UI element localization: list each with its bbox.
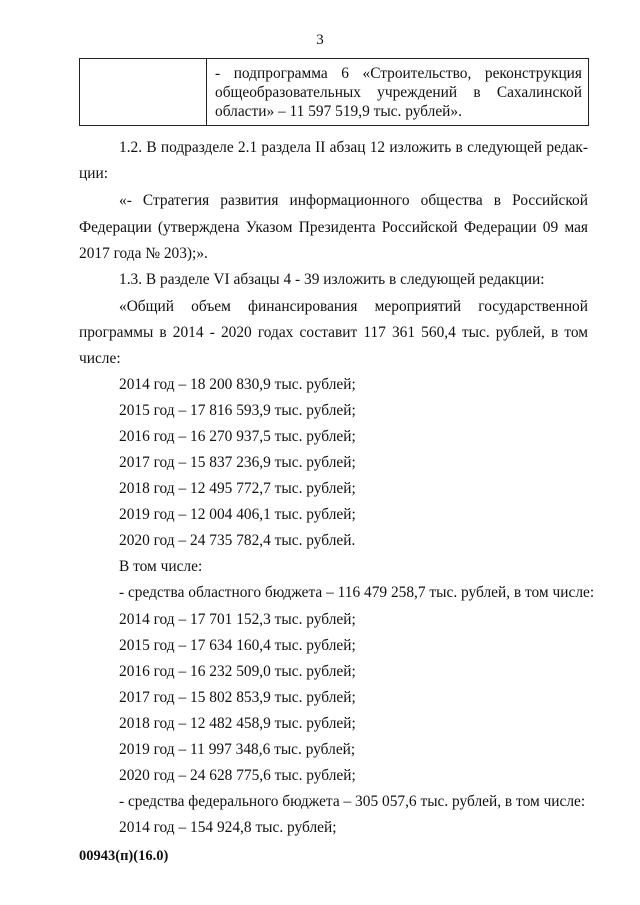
document-code-footer: 00943(п)(16.0)	[79, 848, 169, 864]
body-line: «- Стратегия развития информационного общества в Российской	[119, 192, 588, 209]
body-line: 1.2. В подразделе 2.1 раздела II абзац 12 изложить в следующей редак-	[119, 139, 588, 156]
body-line: программы в 2014 - 2020 годах составит 117 361 560,4 тыс. рублей, в том	[79, 324, 588, 341]
table-cell-line: общеобразовательных учреждений в Сахалинской	[215, 84, 582, 101]
body-line: 2016 год – 16 232 509,0 тыс. рублей;	[119, 663, 356, 680]
body-line: 2015 год – 17 816 593,9 тыс. рублей;	[119, 402, 356, 419]
body-line: 2014 год – 154 924,8 тыс. рублей;	[119, 819, 337, 836]
body-line: 1.3. В разделе VI абзацы 4 - 39 изложить в следующей редакции:	[119, 271, 545, 288]
table-cell-empty	[80, 59, 207, 126]
body-line: 2014 год – 17 701 152,3 тыс. рублей;	[119, 611, 356, 628]
body-line: 2017 год – 15 802 853,9 тыс. рублей;	[119, 689, 356, 706]
body-line: 2018 год – 12 482 458,9 тыс. рублей;	[119, 715, 356, 732]
page-number: 3	[316, 32, 324, 48]
continuation-table	[79, 58, 589, 126]
body-line: ции:	[79, 165, 108, 182]
table-cell-subprogram	[207, 59, 589, 126]
body-line: 2019 год – 12 004 406,1 тыс. рублей;	[119, 506, 356, 523]
body-line: В том числе:	[119, 558, 203, 575]
body-line: 2019 год – 11 997 348,6 тыс. рублей;	[119, 741, 356, 758]
body-line: - средства федерального бюджета – 305 057,6 тыс. рублей, в том числе:	[119, 793, 586, 810]
body-line: 2020 год – 24 628 775,6 тыс. рублей;	[119, 767, 356, 784]
body-line: 2014 год – 18 200 830,9 тыс. рублей;	[119, 376, 356, 393]
body-line: 2017 года № 203);».	[79, 245, 208, 262]
body-line: 2018 год – 12 495 772,7 тыс. рублей;	[119, 480, 356, 497]
table-row	[80, 59, 589, 126]
table-cell-line: - подпрограмма 6 «Строительство, реконструкция	[215, 65, 582, 82]
body-line: «Общий объем финансирования мероприятий государственной	[119, 298, 588, 315]
body-line: Федерации (утверждена Указом Президента Российской Федерации 09 мая	[79, 219, 588, 236]
body-line: 2016 год – 16 270 937,5 тыс. рублей;	[119, 428, 356, 445]
body-line: - средства областного бюджета – 116 479 258,7 тыс. рублей, в том числе:	[119, 584, 595, 601]
body-line: 2020 год – 24 735 782,4 тыс. рублей.	[119, 532, 356, 549]
table-cell-line: области» – 11 597 519,9 тыс. рублей».	[215, 103, 462, 120]
body-line: числе:	[79, 350, 121, 367]
body-line: 2015 год – 17 634 160,4 тыс. рублей;	[119, 637, 356, 654]
body-line: 2017 год – 15 837 236,9 тыс. рублей;	[119, 454, 356, 471]
